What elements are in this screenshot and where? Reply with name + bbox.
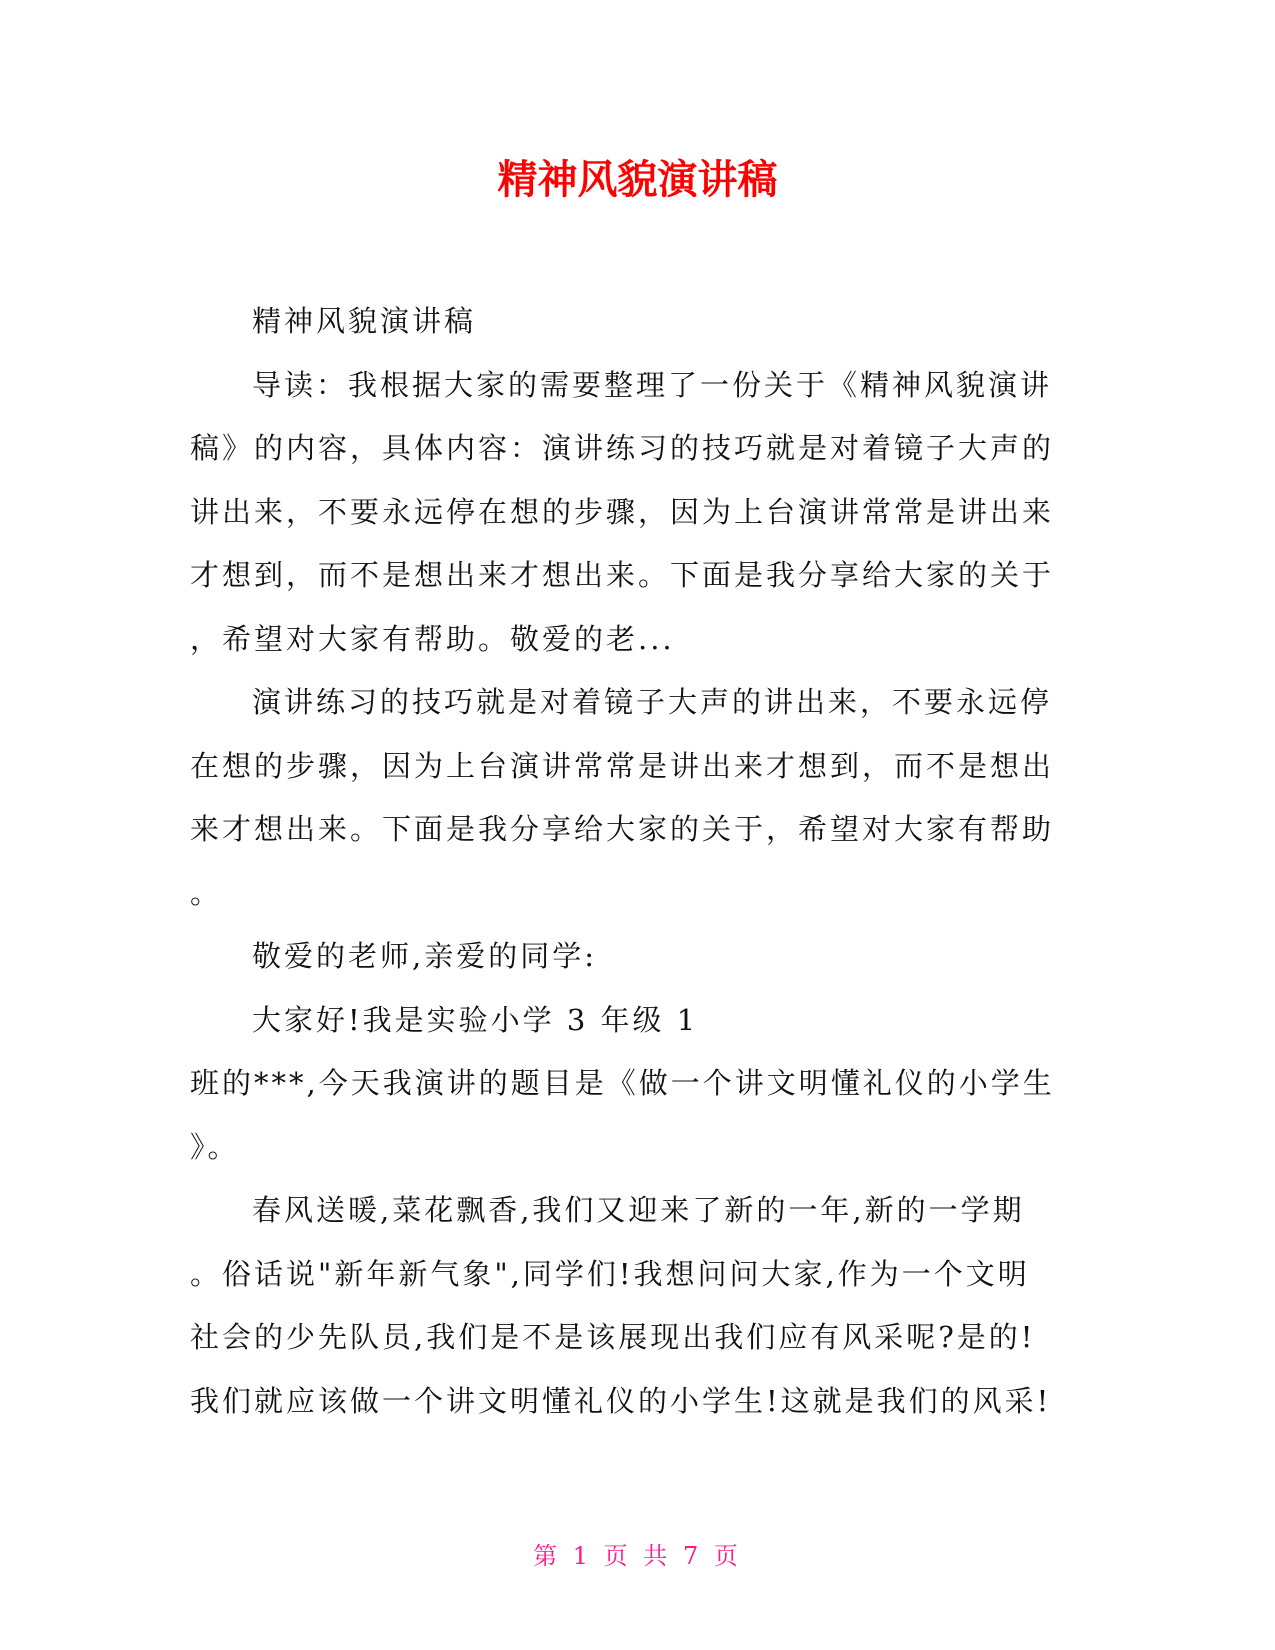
text-line: 大家好!我是实验小学 3 年级 1: [252, 1002, 699, 1037]
page-number: 第 1 页 共 7 页: [533, 1542, 742, 1570]
text-line: 社会的少先队员,我们是不是该展现出我们应有风采呢?是的!: [190, 1320, 1036, 1354]
text-line: 导读：我根据大家的需要整理了一份关于《精神风貌演讲: [252, 367, 1053, 402]
text-line: 演讲练习的技巧就是对着镜子大声的讲出来，不要永远停: [252, 685, 1053, 719]
text-line: 。: [190, 875, 223, 910]
text-line: 在想的步骤，因为上台演讲常常是讲出来才想到，而不是想出: [190, 748, 1055, 783]
paragraph-tips: [190, 671, 1090, 925]
paragraph-greeting: [190, 925, 1090, 989]
document-title: 精神风貌演讲稿: [497, 157, 778, 203]
text-line: 才想到，而不是想出来才想出来。下面是我分享给大家的关于: [190, 558, 1055, 592]
text-line: 春风送暖,菜花飘香,我们又迎来了新的一年,新的一学期: [252, 1193, 1025, 1227]
text-line: 。俗话说"新年新气象",同学们!我想问问大家,作为一个文明: [190, 1256, 1030, 1291]
document-body: [190, 290, 1090, 1433]
paragraph-introduction: [190, 989, 1090, 1180]
text-line: 讲出来，不要永远停在想的步骤，因为上台演讲常常是讲出来: [190, 494, 1055, 529]
paragraph-intro: [190, 354, 1090, 672]
text-line: 精神风貌演讲稿: [252, 304, 477, 338]
text-line: 敬爱的老师,亲爱的同学:: [252, 939, 597, 973]
paragraph-heading: [190, 290, 1090, 354]
text-line: ，希望对大家有帮助。敬爱的老...: [190, 621, 675, 656]
text-line: 来才想出来。下面是我分享给大家的关于，希望对大家有帮助: [190, 812, 1055, 846]
text-line: 我们就应该做一个讲文明懂礼仪的小学生!这就是我们的风采!: [190, 1383, 1052, 1418]
paragraph-spring: [190, 1179, 1090, 1433]
text-line: 》。: [190, 1129, 240, 1164]
text-line: 稿》的内容，具体内容：演讲练习的技巧就是对着镜子大声的: [190, 431, 1055, 465]
text-line: 班的***,今天我演讲的题目是《做一个讲文明懂礼仪的小学生: [190, 1066, 1055, 1100]
